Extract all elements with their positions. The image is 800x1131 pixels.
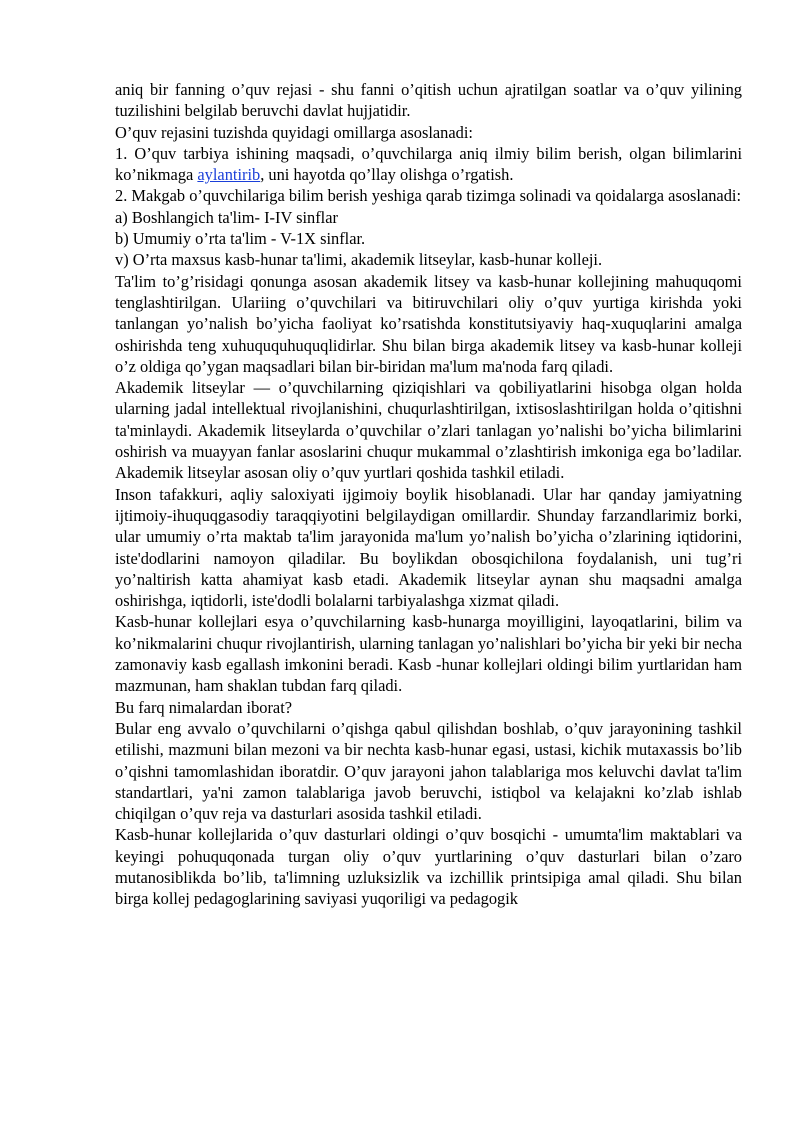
paragraph-human-intellect: Inson tafakkuri, aqliy saloxiyati ijgimoiy boylik hisoblanadi. Ular har qanday jamiyatning ijtimoiy-ihuquqgasodiy taraqqiyotini belgilaydigan omillardir. Shunday farzandlarimiz borki, ular umumiy o’rta maktab ta'lim jarayonida ma'lum yo’nalish bo’yicha o’zlarining iqtidorini, iste'dodlarini namoyon qiladilar. Bu boylikdan obosqichilona foydalanish, uni tug’ri yo’naltirish katta ahamiyat kasb etadi. Akademik litseylar aynan shu maqsadni amalga oshirishga, iqtidorli, iste'dodli bolalarni tarbiyalashga xizmat qiladi. xyxy=(115,484,742,611)
paragraph-point-1 xyxy=(115,143,742,186)
paragraph-question: Bu farq nimalardan iborat? xyxy=(115,697,293,717)
paragraph-vocational-colleges: Kasb-hunar kollejlari esya o’quvchilarning kasb-hunarga moyilligini, layoqatlarini, bilim va ko’nikmalarini chuqur rivojlantirish, ularning tanlagan yo’nalishlari bo’yicha bir yeki bir necha zamonaviy kasb egallash imkonini beradi. Kasb -hunar kollejlari oldingi bilim yurtlaridan ham mazmunan, ham shaklan tubdan farq qiladi. xyxy=(115,612,742,696)
paragraph-differences: Bular eng avvalo o’quvchilarni o’qishga qabul qilishdan boshlab, o’quv jarayonining tashkil etilishi, mazmuni bilan mezoni va bir nechta kasb-hunar egasi, ustasi, kichik mutaxassis bo’lib o’qishni tamomlashidan iboratdir. O’quv jarayoni jahon talablariga mos keluvchi davlat ta'lim standartlari, ya'ni zamon talablariga javob beruvchi, istiqbol va kelajakni ko’zlab ishlab chiqilgan o’quv reja va dasturlari asosida tashkil etiladi. xyxy=(115,718,742,824)
paragraph-point-2: 2. Makgab o’quvchilariga bilim berish yeshiga qarab tizimga solinadi va qoidalarga asoslanadi: xyxy=(115,186,742,206)
paragraph-curriculum-basis: O’quv rejasini tuzishda quyidagi omillarga asoslanadi: xyxy=(115,122,473,142)
list-item-b: b) Umumiy o’rta ta'lim - V-1X sinflar. xyxy=(115,229,366,249)
paragraph-curriculum-definition: aniq bir fanning o’quv rejasi - shu fanni o’qitish uchun ajratilgan soatlar va o’quv yilining tuzilishini belgilab beruvchi davlat hujjatidir. xyxy=(115,80,742,121)
aylantirib-link[interactable]: aylantirib xyxy=(197,165,261,185)
paragraph-academic-lyceums: Akademik litseylar — o’quvchilarning qiziqishlari va qobiliyatlarini hisobga olgan holda ularning jadal intellektual rivojlanishini, chuqurlashtirilgan, ixtisoslashtirilgan holda o’qitishni ta'minlaydi. Akademik litseylarda o’quvchilar o’zlari tanlagan yo’nalishi bo’yicha bilimlarini oshirish va muayyan fanlar asoslarini chuqur mukammal o’zlashtirish imkoniga ega bo’ladilar. Akademik litseylar asosan oliy o’quv yurtlari qoshida tashkil etiladi. xyxy=(115,378,742,483)
list-item-a: a) Boshlangich ta'lim- I-IV sinflar xyxy=(115,207,338,227)
list-item-v: v) O’rta maxsus kasb-hunar ta'limi, akademik litseylar, kasb-hunar kolleji. xyxy=(115,250,603,270)
paragraph-curriculum-continuity: Kasb-hunar kollejlarida o’quv dasturlari oldingi o’quv bosqichi - umumta'lim maktablari va keyingi pohuquqonada turgan oliy o’quv yurtlarining o’quv dasturlari bilan o’zaro mutanosiblikda bo’lib, ta'limning uzluksizlik va izchillik printsipiga amal qiladi. Shu bilan birga kollej pedagoglarining saviyasi yuqoriligi va pedagogik xyxy=(115,825,742,909)
document-body xyxy=(115,79,742,910)
point-1-text-end: , uni hayotda qo’llay olishga o’rgatish. xyxy=(260,165,514,185)
paragraph-education-law: Ta'lim to’g’risidagi qonunga asosan akademik litsey va kasb-hunar kollejining mahuquqomi tenglashtirilgan. Ulariing o’quvchilari va bitiruvchilari oliy o’quv yurtiga kirishda yoki tanlangan yo’nalish bo’yicha faoliyat ko’rsatishda konstitutsiyaviy haq-xuquqlarini amalga oshirishda teng xuhuququhuquqlidirlar. Shu bilan birga akademik litsey va kasb-hunar kolleji o’z oldiga qo’ygan maqsadlari bilan bir-biridan ma'lum ma'noda farq qiladi. xyxy=(115,271,742,376)
point-1-text-start: 1. O’quv tarbiya ishining maqsadi, o’quvchilarga aniq ilmiy bilim berish, olgan bilimlarini ko’nikmaga xyxy=(115,143,742,185)
